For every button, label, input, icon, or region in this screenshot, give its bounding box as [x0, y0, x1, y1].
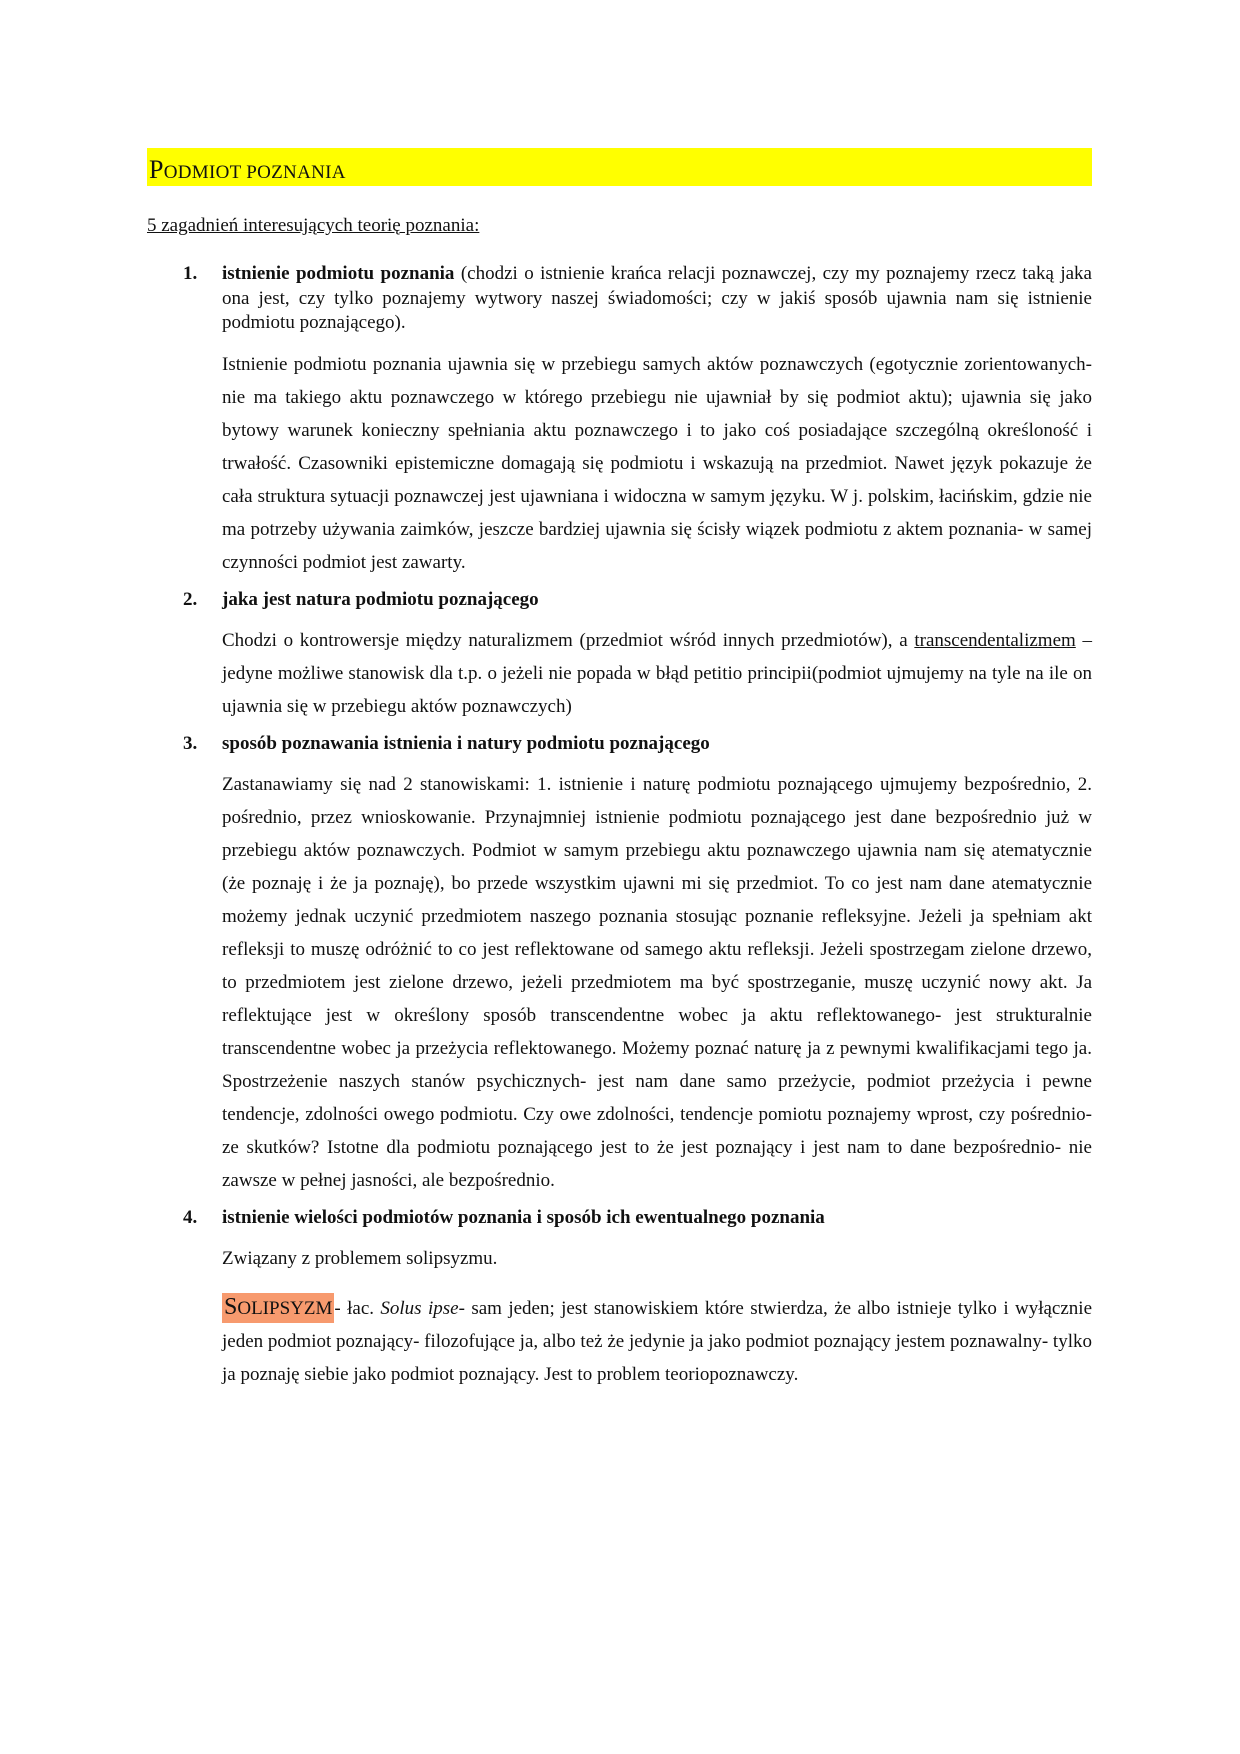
item-paragraph: Istnienie podmiotu poznania ujawnia się w przebiegu samych aktów poznawczych (egotycznie zorientowanych- nie ma takiego aktu poznawczego w którego przebiegu nie ujawniał by się podmiot aktu); ujawnia się jako bytowy warunek konieczny spełniania aktu poznawczego i to jako coś posiadające szczególną określoność i trwałość. Czasowniki epistemiczne domagają się podmiotu i wskazują na przedmiot. Nawet język pokazuje że cała struktura sytuacji poznawczej jest ujawniana i widoczna w samym języku. W j. polskim, łacińskim, gdzie nie ma potrzeby używania zaimków, jeszcze bardziej ujawnia się ścisły wiązek podmiotu z aktem poznania- w samej czynności podmiot jest zawarty.: [222, 353, 1092, 573]
paragraph-text-after: –jedyne możliwe stanowisk dla t.p. o jeżeli nie popada w błąd petitio principii(podmiot ujmujemy na tyle na ile on ujawnia się w przebiegu aktów poznawczych): [222, 629, 1093, 717]
title-first-letter: P: [149, 155, 164, 184]
item-number: 1.: [183, 263, 198, 284]
item-heading-rest: (chodzi o istnienie krańca relacji poznawczej, czy my poznajemy rzecz taką jaka ona jest, czy tylko poznajemy wytwory naszej świadomości; czy w jakiś sposób ujawnia nam się istnienie podmiotu poznającego).: [222, 263, 1092, 333]
title-rest: ODMIOT POZNANIA: [163, 162, 346, 183]
solipsism-rest: OLIPSYZM: [237, 1297, 333, 1319]
solipsism-term: [222, 1293, 334, 1323]
solipsism-definition: - sam jeden; jest stanowiskiem które stwierdza, że albo istnieje tylko i wyłącznie jeden podmiot poznający- filozofujące ja, albo też że jedynie ja jako podmiot poznający jestem poznawalny- tylko ja poznaję siebie jako podmiot poznający. Jest to problem teoriopoznawczy.: [222, 1297, 1093, 1385]
solipsism-first-letter: S: [224, 1293, 238, 1320]
item-heading: jaka jest natura podmiotu poznającego: [222, 588, 539, 610]
solipsism-paragraph: [222, 1291, 1092, 1391]
paragraph-text-before: Chodzi o kontrowersje między naturalizmem (przedmiot wśród innych przedmiotów), a: [222, 629, 915, 651]
item-paragraph: Związany z problemem solipsyzmu.: [222, 1247, 498, 1269]
subheading: 5 zagadnień interesujących teorię poznania:: [147, 215, 480, 236]
list-item-1: [147, 262, 1092, 579]
latin-phrase: Solus ipse: [380, 1297, 459, 1319]
item-heading: istnienie wielości podmiotów poznania i sposób ich ewentualnego poznania: [222, 1206, 825, 1228]
item-heading: istnienie podmiotu poznania: [222, 263, 455, 284]
list-item-2: [147, 588, 1092, 723]
item-paragraph: [222, 624, 1092, 723]
item-question: [222, 262, 1092, 336]
item-heading: sposób poznawania istnienia i natury podmiotu poznającego: [222, 732, 710, 754]
list-item-3: [147, 732, 1092, 1197]
item-paragraph: Zastanawiamy się nad 2 stanowiskami: 1. istnienie i naturę podmiotu poznającego ujmujemy bezpośrednio, 2. pośrednio, przez wnioskowanie. Przynajmniej istnienie podmiotu poznającego jest dane bezpośrednio już w przebiegu aktów poznawczych. Podmiot w samym przebiegu aktu poznawczego ujawnia nam się atematycznie (że poznaję i że ja poznaję), bo przede wszystkim ujawni mi się przedmiot. To co jest nam dane atematycznie możemy jednak uczynić przedmiotem naszego poznania stosując poznanie refleksyjne. Jeżeli ja spełniam akt refleksji to muszę odróżnić to co jest reflektowane od samego aktu refleksji. Jeżeli spostrzegam zielone drzewo, to przedmiotem jest zielone drzewo, jeżeli przedmiotem ma być spostrzeganie, muszę uczynić nowy akt. Ja reflektujące jest w określony sposób transcendentne wobec ja aktu reflektowanego- jest strukturalnie transcendentne wobec ja przeżycia reflektowanego. Możemy poznać naturę ja z pewnymi kwalifikacjami tego ja. Spostrzeżenie naszych stanów psychicznych- jest nam dane samo przeżycie, podmiot przeżycia i pewne tendencje, zdolności owego podmiotu. Czy owe zdolności, tendencje pomiotu poznajemy wprost, czy pośrednio- ze skutków? Istotne dla podmiotu poznającego jest to że jest poznający i jest nam to dane bezpośrednio- nie zawsze w pełnej jasności, ale bezpośrednio.: [222, 773, 1092, 1191]
item-number: 3.: [183, 732, 198, 754]
item-number: 4.: [183, 1206, 198, 1228]
page-title: [147, 148, 1092, 186]
document-page: [147, 148, 1092, 1400]
list-item-4: [147, 1206, 1092, 1391]
solipsism-dash: - łac.: [334, 1297, 381, 1319]
item-number: 2.: [183, 588, 198, 610]
underlined-term: transcendentalizmem: [914, 629, 1076, 651]
